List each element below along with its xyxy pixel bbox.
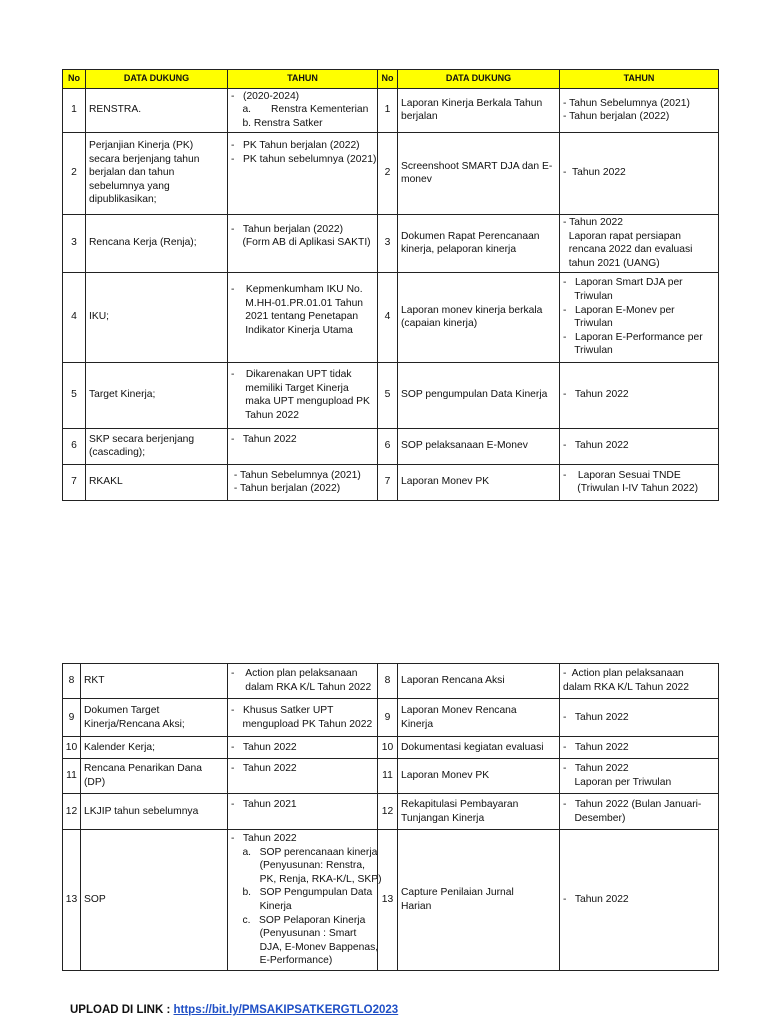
cell-line: - Tahun 2022 (Bulan Januari- — [563, 798, 702, 810]
table-row — [63, 132, 719, 214]
cell-line: - Dikarenakan UPT tidak — [231, 368, 352, 380]
cell-line: Dokumen Target — [84, 704, 160, 716]
table-row — [63, 362, 719, 428]
data-dukung-table-2 — [62, 663, 719, 971]
cell-line: (DP) — [84, 777, 106, 788]
tahun-cell — [560, 830, 719, 971]
data-dukung-cell — [81, 794, 228, 830]
cell-line: - Tahun 2022 — [563, 440, 629, 452]
row-number: 6 — [63, 428, 86, 464]
cell-line: Laporan per Triwulan — [563, 777, 672, 788]
cell-line: - Tahun Sebelumnya (2021) — [231, 469, 361, 481]
cell-line: dalam RKA K/L Tahun 2022 — [563, 682, 689, 693]
row-number: 1 — [378, 88, 398, 132]
tahun-cell — [560, 362, 719, 428]
row-number: 11 — [378, 759, 398, 794]
row-number: 12 — [378, 794, 398, 830]
data-dukung-cell — [398, 794, 560, 830]
table-row — [63, 428, 719, 464]
tahun-cell — [228, 214, 378, 272]
cell-line: Tahun 2022 — [231, 409, 299, 421]
cell-line: (Form AB di Aplikasi SAKTI) — [231, 237, 371, 249]
data-dukung-cell — [398, 464, 560, 500]
data-dukung-cell — [398, 132, 560, 214]
cell-line: - Laporan Sesuai TNDE — [563, 469, 681, 481]
cell-line: LKJIP tahun sebelumnya — [84, 805, 199, 817]
tahun-cell — [560, 428, 719, 464]
tahun-cell — [228, 737, 378, 759]
cell-line: Laporan Monev PK — [401, 770, 490, 782]
data-dukung-cell — [398, 428, 560, 464]
header-tahun: TAHUN — [228, 70, 378, 89]
tahun-cell — [228, 664, 378, 699]
cell-line: Kinerja — [231, 901, 292, 912]
row-number: 13 — [378, 830, 398, 971]
cell-line — [231, 166, 374, 180]
data-dukung-cell — [81, 737, 228, 759]
cell-line: Triwulan — [563, 345, 613, 357]
cell-line: a. SOP perencanaan kinerja — [231, 846, 378, 858]
cell-line: (cascading); — [89, 447, 146, 459]
cell-line: rencana 2022 dan evaluasi — [563, 244, 693, 256]
cell-line: - Tahun 2022 — [563, 763, 629, 775]
cell-line: - Tahun 2022 — [563, 389, 629, 401]
row-number: 3 — [63, 214, 86, 272]
data-dukung-cell — [398, 759, 560, 794]
tahun-cell — [228, 88, 378, 132]
cell-line: secara berjenjang tahun — [89, 153, 200, 165]
cell-line: Dokumen Rapat Perencanaan — [401, 230, 540, 242]
tahun-cell — [560, 88, 719, 132]
table-row — [63, 699, 719, 737]
data-dukung-cell — [398, 214, 560, 272]
data-dukung-cell — [398, 737, 560, 759]
row-number: 11 — [63, 759, 81, 794]
data-dukung-cell — [398, 699, 560, 737]
cell-line — [231, 446, 374, 460]
tahun-cell — [560, 759, 719, 794]
row-number: 9 — [378, 699, 398, 737]
cell-line: IKU; — [89, 311, 110, 323]
data-dukung-cell — [81, 759, 228, 794]
cell-line: - Tahun 2022 — [563, 711, 629, 723]
row-number: 10 — [63, 737, 81, 759]
row-number: 10 — [378, 737, 398, 759]
tahun-cell — [560, 794, 719, 830]
row-number: 13 — [63, 830, 81, 971]
upload-label: UPLOAD DI LINK : — [70, 1004, 174, 1016]
tahun-cell — [560, 699, 719, 737]
table-row — [63, 272, 719, 362]
table-row — [63, 214, 719, 272]
cell-line: kinerja, pelaporan kinerja — [401, 244, 517, 256]
cell-line: - Laporan E-Performance per — [563, 331, 703, 343]
row-number: 2 — [63, 132, 86, 214]
data-dukung-cell — [86, 464, 228, 500]
cell-line: - Laporan Smart DJA per — [563, 277, 683, 289]
cell-line: a. Renstra Kementerian — [231, 104, 369, 116]
cell-line: Laporan Rencana Aksi — [401, 675, 505, 687]
tahun-cell — [560, 737, 719, 759]
row-number: 4 — [63, 272, 86, 362]
cell-line: 2021 tentang Penetapan — [231, 311, 359, 323]
cell-line: Laporan Monev Rencana — [401, 704, 517, 716]
row-number: 5 — [378, 362, 398, 428]
data-dukung-cell — [86, 214, 228, 272]
cell-line: - Khusus Satker UPT — [231, 704, 334, 716]
table-row — [63, 794, 719, 830]
cell-line: Triwulan — [563, 290, 613, 302]
data-dukung-cell — [398, 88, 560, 132]
cell-line: - Laporan E-Monev per — [563, 304, 675, 316]
cell-line: - Tahun 2021 — [231, 798, 297, 810]
tahun-cell — [560, 664, 719, 699]
tahun-cell — [228, 272, 378, 362]
cell-line: Rencana Kerja (Renja); — [89, 237, 197, 249]
cell-line — [231, 812, 374, 826]
data-dukung-cell — [398, 272, 560, 362]
row-number: 2 — [378, 132, 398, 214]
header-data-dukung: DATA DUKUNG — [86, 70, 228, 89]
tahun-cell — [228, 759, 378, 794]
cell-line: - Tahun berjalan (2022) — [563, 111, 670, 123]
cell-line: Tunjangan Kinerja — [401, 812, 485, 824]
table-row — [63, 830, 719, 971]
row-number: 1 — [63, 88, 86, 132]
row-number: 12 — [63, 794, 81, 830]
cell-line: dipublikasikan; — [89, 194, 157, 206]
cell-line: Triwulan — [563, 318, 613, 330]
cell-line: (capaian kinerja) — [401, 318, 478, 330]
row-number: 7 — [378, 464, 398, 500]
tahun-cell — [228, 464, 378, 500]
tahun-cell — [228, 428, 378, 464]
cell-line: Screenshoot SMART DJA dan E- — [401, 160, 553, 172]
cell-line: Dokumentasi kegiatan evaluasi — [401, 741, 544, 753]
table-row — [63, 759, 719, 794]
tahun-cell — [560, 214, 719, 272]
cell-line — [231, 193, 374, 207]
cell-line: (Penyusunan : Smart — [231, 928, 357, 940]
data-dukung-cell — [398, 362, 560, 428]
cell-line — [231, 776, 374, 790]
header-no: No — [378, 70, 398, 89]
cell-line: PK, Renja, RKA-K/L, SKP) — [231, 873, 382, 885]
cell-line: (Penyusunan: Renstra, — [231, 860, 365, 872]
cell-line: Perjanjian Kinerja (PK) — [89, 140, 194, 152]
data-dukung-cell — [398, 830, 560, 971]
data-dukung-cell — [86, 428, 228, 464]
row-number: 8 — [378, 664, 398, 699]
cell-line: Indikator Kinerja Utama — [231, 324, 353, 336]
cell-line: SKP secara berjenjang — [89, 433, 195, 445]
row-number: 9 — [63, 699, 81, 737]
data-dukung-cell — [86, 88, 228, 132]
cell-line: SOP pelaksanaan E-Monev — [401, 440, 528, 452]
data-dukung-cell — [398, 664, 560, 699]
row-number: 6 — [378, 428, 398, 464]
cell-line: - Tahun 2022 — [231, 741, 297, 753]
cell-line: SOP — [84, 894, 106, 906]
data-dukung-cell — [81, 830, 228, 971]
row-number: 8 — [63, 664, 81, 699]
cell-line: berjalan dan tahun — [89, 167, 175, 179]
cell-line: Laporan rapat persiapan — [563, 230, 681, 242]
cell-line: M.HH-01.PR.01.01 Tahun — [231, 297, 364, 309]
header-data-dukung: DATA DUKUNG — [398, 70, 560, 89]
cell-line: Kinerja — [401, 718, 434, 730]
row-number: 3 — [378, 214, 398, 272]
cell-line: RKAKL — [89, 476, 123, 488]
cell-line: Kalender Kerja; — [84, 741, 155, 753]
tahun-cell — [228, 362, 378, 428]
cell-line: mengupload PK Tahun 2022 — [231, 718, 373, 730]
tahun-cell — [560, 272, 719, 362]
data-dukung-cell — [86, 362, 228, 428]
cell-line: Desember) — [563, 812, 626, 824]
cell-line: - Action plan pelaksanaan — [231, 668, 358, 680]
data-dukung-cell — [86, 272, 228, 362]
cell-line: memiliki Target Kinerja — [231, 382, 349, 394]
cell-line: Rencana Penarikan Dana — [84, 763, 202, 775]
cell-line: - Tahun berjalan (2022) — [231, 223, 344, 235]
cell-line: - Tahun Sebelumnya (2021) — [563, 97, 690, 109]
cell-line: E-Performance) — [231, 955, 333, 967]
row-number: 7 — [63, 464, 86, 500]
cell-line: dalam RKA K/L Tahun 2022 — [231, 682, 372, 693]
table-row — [63, 737, 719, 759]
cell-line: tahun 2021 (UANG) — [563, 257, 660, 269]
cell-line: - PK tahun sebelumnya (2021) — [231, 153, 377, 165]
cell-line: Laporan Monev PK — [401, 476, 490, 488]
tahun-cell — [228, 132, 378, 214]
table-row — [63, 88, 719, 132]
cell-line: - Kepmenkumham IKU No. — [231, 284, 363, 296]
header-tahun: TAHUN — [560, 70, 719, 89]
cell-line: - Tahun 2022 — [563, 167, 626, 179]
cell-line: - PK Tahun berjalan (2022) — [231, 140, 360, 152]
data-dukung-cell — [81, 699, 228, 737]
table-header-row — [63, 70, 719, 89]
cell-line: - Tahun 2022 — [563, 741, 629, 753]
cell-line: maka UPT mengupload PK — [231, 396, 370, 408]
cell-line: - Tahun 2022 — [231, 833, 297, 845]
row-number: 5 — [63, 362, 86, 428]
cell-line: RENSTRA. — [89, 104, 142, 116]
data-dukung-cell — [86, 132, 228, 214]
header-no: No — [63, 70, 86, 89]
tahun-cell — [560, 464, 719, 500]
tahun-cell — [228, 794, 378, 830]
cell-line: monev — [401, 174, 432, 186]
tahun-cell — [228, 699, 378, 737]
cell-line: Laporan Kinerja Berkala Tahun — [401, 97, 543, 109]
cell-line: Rekapitulasi Pembayaran — [401, 798, 519, 810]
cell-line: b. SOP Pengumpulan Data — [231, 887, 373, 899]
cell-line: - Action plan pelaksanaan — [563, 668, 684, 680]
cell-line: sebelumnya yang — [89, 180, 170, 192]
cell-line: b. Renstra Satker — [231, 117, 323, 129]
table-row — [63, 664, 719, 699]
cell-line: - Tahun 2022 — [563, 216, 623, 228]
cell-line: - Tahun 2022 — [231, 763, 297, 775]
table-row — [63, 464, 719, 500]
cell-line: SOP pengumpulan Data Kinerja — [401, 389, 548, 401]
cell-line: - Tahun berjalan (2022) — [231, 483, 341, 495]
cell-line — [231, 180, 374, 194]
data-dukung-table-1 — [62, 69, 719, 501]
cell-line: - Tahun 2022 — [563, 894, 629, 906]
cell-line: Capture Penilaian Jurnal — [401, 887, 514, 899]
cell-line: - (2020-2024) — [231, 90, 300, 102]
cell-line: berjalan — [401, 111, 438, 123]
upload-instruction — [70, 1004, 398, 1016]
cell-line: - Tahun 2022 — [231, 433, 297, 445]
row-number: 4 — [378, 272, 398, 362]
cell-line — [231, 250, 374, 264]
cell-line: DJA, E-Monev Bappenas, — [231, 941, 379, 953]
data-dukung-cell — [81, 664, 228, 699]
cell-line: Laporan monev kinerja berkala — [401, 304, 543, 316]
tahun-cell — [228, 830, 382, 971]
tahun-cell — [560, 132, 719, 214]
upload-link[interactable]: https://bit.ly/PMSAKIPSATKERGTLO2023 — [173, 1004, 399, 1016]
cell-line — [231, 337, 374, 351]
cell-line: Kinerja/Rencana Aksi; — [84, 718, 185, 730]
cell-line: Target Kinerja; — [89, 389, 156, 401]
cell-line: Harian — [401, 901, 432, 912]
cell-line: (Triwulan I-IV Tahun 2022) — [563, 483, 699, 495]
cell-line: RKT — [84, 675, 105, 687]
cell-line: c. SOP Pelaporan Kinerja — [231, 914, 366, 926]
